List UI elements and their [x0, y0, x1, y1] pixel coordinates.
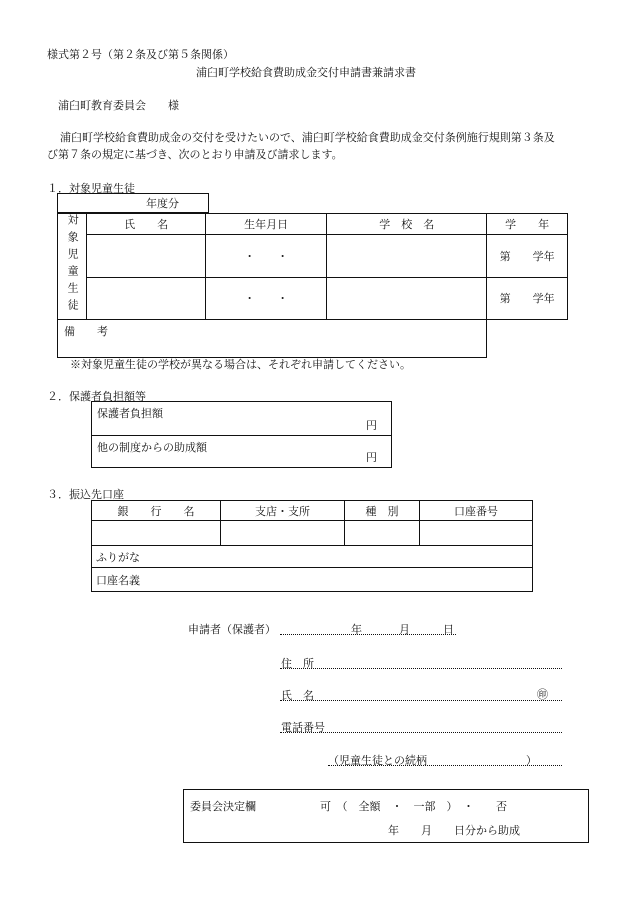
guardian-burden-table	[91, 401, 392, 468]
relation-label: （児童生徒との続柄 ）	[328, 754, 537, 767]
branch-cell[interactable]	[221, 521, 345, 546]
section1-note: ※対象児童生徒の学校が異なる場合は、それぞれ申請してください。	[70, 358, 411, 371]
name-label: 氏 名	[281, 689, 314, 702]
addressee: 浦臼町教育委員会 様	[58, 99, 179, 112]
fiscal-year-label: 年度分	[146, 197, 179, 210]
form-number: 様式第２号（第２条及び第５条関係）	[47, 48, 234, 61]
students-side-label-cell	[58, 214, 87, 320]
committee-subsidy-from: 年 月 日分から助成	[388, 824, 520, 837]
account-name-label: 口座名義	[96, 573, 140, 587]
body-text-line2: び第７条の規定に基づき、次のとおり申請及び請求します。	[47, 148, 343, 161]
student2-name-cell[interactable]	[87, 277, 206, 319]
phone-label: 電話番号	[281, 721, 325, 734]
bank-account-table	[91, 500, 533, 592]
guardian-burden-label: 保護者負担額	[97, 407, 163, 420]
phone-field-line[interactable]	[280, 732, 562, 733]
name-field-line[interactable]	[280, 700, 562, 701]
section2-heading: ２．保護者負担額等	[47, 390, 146, 403]
committee-decision[interactable]: 可 （ 全額 ・ 一部 ） ・ 否	[320, 800, 507, 813]
committee-label: 委員会決定欄	[190, 800, 256, 813]
col-header-account-number: 口座番号	[420, 501, 533, 521]
students-side-label: 対象児童生徒	[66, 214, 80, 316]
student1-school-cell[interactable]	[327, 235, 487, 277]
col-header-grade: 学 年	[487, 214, 568, 235]
other-subsidy-label: 他の制度からの助成額	[97, 441, 207, 454]
remarks-cell[interactable]	[58, 320, 487, 358]
document-title: 浦臼町学校給食費助成金交付申請書兼請求書	[196, 66, 416, 79]
account-number-cell[interactable]	[420, 521, 533, 546]
col-header-school: 学 校 名	[327, 214, 487, 235]
committee-decision-box	[183, 789, 589, 843]
address-field-line[interactable]	[280, 668, 562, 669]
furigana-label: ふりがな	[96, 550, 140, 564]
student1-name-cell[interactable]	[87, 235, 206, 277]
date-year-label: 年	[351, 623, 362, 636]
student1-grade-cell[interactable]: 第 学年	[487, 235, 568, 277]
other-subsidy-cell[interactable]	[92, 436, 392, 468]
fiscal-year-cell[interactable]	[58, 194, 209, 213]
date-field-line[interactable]	[280, 634, 456, 635]
remarks-label: 備 考	[64, 325, 108, 338]
section1-heading: １．対象児童生徒	[47, 182, 135, 195]
furigana-cell[interactable]	[92, 546, 533, 568]
body-text-line1: 浦臼町学校給食費助成金の交付を受けたいので、浦臼町学校給食費助成金交付条例施行規則第３条及	[60, 131, 555, 144]
seal-icon: ㊞	[537, 688, 548, 701]
section3-heading: ３．振込先口座	[47, 488, 124, 501]
student1-dob-cell[interactable]: ・ ・	[206, 235, 327, 277]
table-row	[58, 235, 568, 277]
fiscal-year-table	[57, 193, 209, 213]
other-subsidy-unit: 円	[366, 451, 377, 464]
col-header-name: 氏 名	[87, 214, 206, 235]
bank-name-cell[interactable]	[92, 521, 221, 546]
account-type-cell[interactable]	[345, 521, 420, 546]
col-header-branch: 支店・支所	[221, 501, 345, 521]
relation-field-line[interactable]	[328, 765, 562, 766]
applicant-label: 申請者（保護者）	[188, 623, 276, 636]
student2-grade-cell[interactable]: 第 学年	[487, 277, 568, 319]
address-label: 住 所	[281, 657, 314, 670]
date-day-label: 日	[443, 623, 454, 636]
student2-school-cell[interactable]	[327, 277, 487, 319]
guardian-burden-unit: 円	[366, 419, 377, 432]
date-month-label: 月	[399, 623, 410, 636]
students-table	[57, 213, 568, 358]
table-row	[58, 277, 568, 319]
col-header-bank: 銀 行 名	[92, 501, 221, 521]
student2-dob-cell[interactable]: ・ ・	[206, 277, 327, 319]
col-header-dob: 生年月日	[206, 214, 327, 235]
guardian-burden-cell[interactable]	[92, 402, 392, 436]
account-name-cell[interactable]	[92, 568, 533, 592]
col-header-account-type: 種 別	[345, 501, 420, 521]
